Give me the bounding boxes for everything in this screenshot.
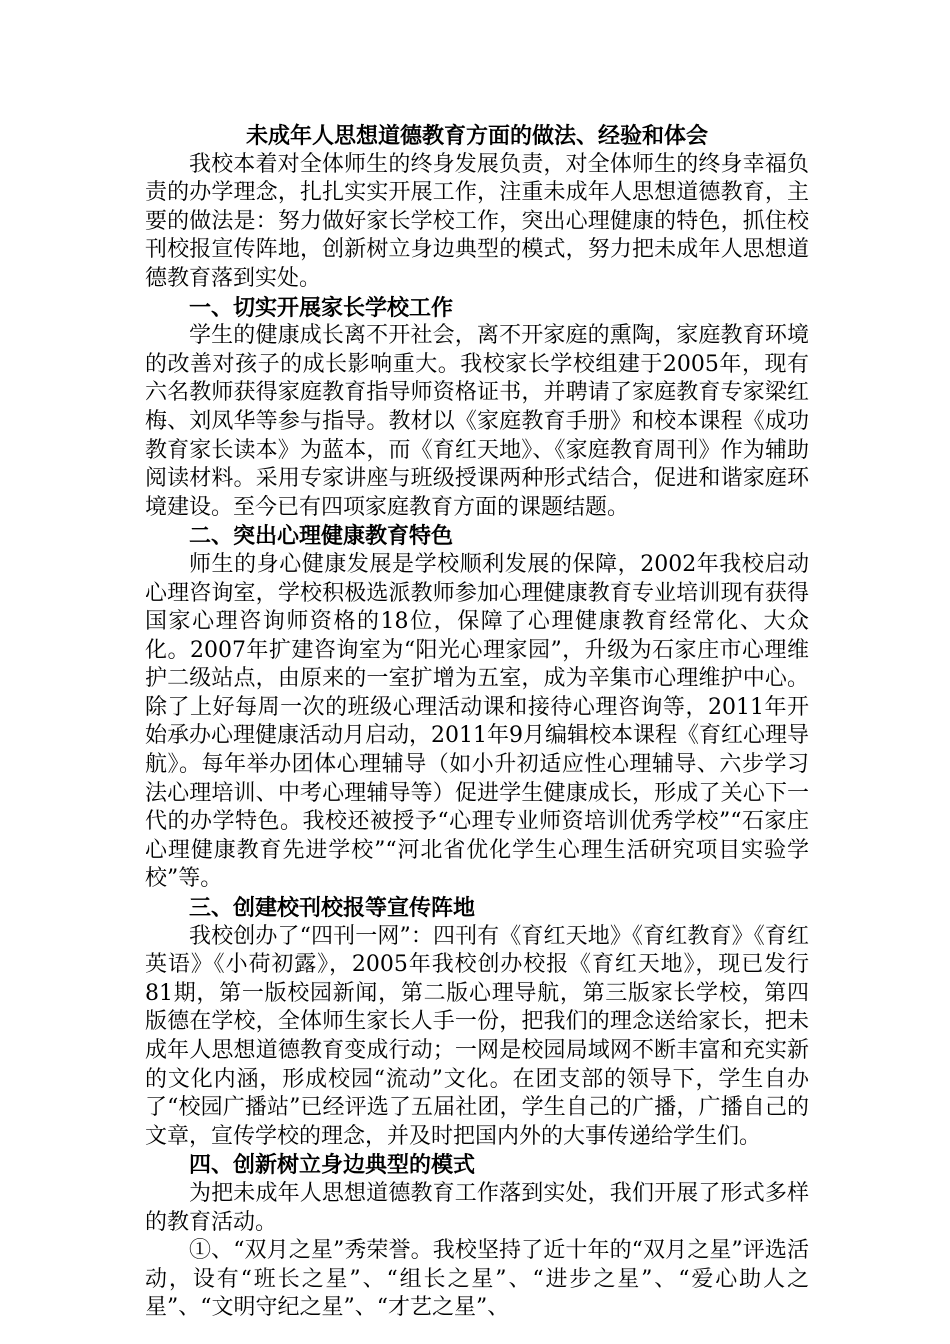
section-1-heading: 一、切实开展家长学校工作 (189, 294, 454, 321)
document-page (145, 122, 809, 1323)
section-2-paragraph: 师生的身心健康发展是学校顺利发展的保障，2002年我校启动心理咨询室，学校积极选派教师参加心理健康教育专业培训现有获得国家心理咨询师资格的18位，保障了心理健康教育经常化、大众化。2007年扩建咨询室为“阳光心理家园”，升级为石家庄市心理维护二级站点，由原来的一室扩增为五室，成为辛集市心理维护中心。除了上好每周一次的班级心理活动课和接待心理咨询等，2011年开始承办心理健康活动月启动，2011年9月编辑校本课程《育红心理导航》。每年举办团体心理辅导（如小升初适应性心理辅导、六步学习法心理培训、中考心理辅导等）促进学生健康成长，形成了关心下一代的办学特色。我校还被授予“心理专业师资培训优秀学校”“石家庄心理健康教育先进学校”“河北省优化学生心理生活研究项目实验学校”等。 (145, 551, 809, 892)
section-4-paragraph-2: ①、“双月之星”秀荣誉。我校坚持了近十年的“双月之星”评选活动，设有“班长之星”、“组长之星”、“进步之星”、“爱心助人之星”、“文明守纪之星”、“才艺之星”、 (145, 1238, 809, 1321)
section-2-heading: 二、突出心理健康教育特色 (189, 523, 454, 550)
section-1-paragraph: 学生的健康成长离不开社会，离不开家庭的熏陶，家庭教育环境的改善对孩子的成长影响重大。我校家长学校组建于2005年，现有六名教师获得家庭教育指导师资格证书，并聘请了家庭教育专家梁红梅、刘凤华等参与指导。教材以《家庭教育手册》和校本课程《成功教育家长读本》为蓝本，而《育红天地》、《家庭教育周刊》作为辅助阅读材料。采用专家讲座与班级授课两种形式结合，促进和谐家庭环境建设。至今已有四项家庭教育方面的课题结题。 (145, 323, 809, 520)
section-3-paragraph: 我校创办了“四刊一网”：四刊有《育红天地》《育红教育》《育红英语》《小荷初露》，2005年我校创办校报《育红天地》，现已发行81期，第一版校园新闻，第二版心理导航，第三版家长学校，第四版德在学校，全体师生家长人手一份，把我们的理念送给家长，把未成年人思想道德教育变成行动；一网是校园局域网不断丰富和充实新的文化内涵，形成校园“流动”文化。在团支部的领导下，学生自办了“校园广播站”已经评选了五届社团，学生自己的广播，广播自己的文章，宣传学校的理念，并及时把国内外的大事传递给学生们。 (145, 923, 809, 1149)
section-3-heading: 三、创建校刊校报等宣传阵地 (189, 895, 476, 922)
section-4-paragraph-1: 为把未成年人思想道德教育工作落到实处，我们开展了形式多样的教育活动。 (145, 1180, 809, 1235)
document-title: 未成年人思想道德教育方面的做法、经验和体会 (245, 123, 708, 149)
section-4-heading: 四、创新树立身边典型的模式 (189, 1152, 476, 1179)
intro-paragraph: 我校本着对全体师生的终身发展负责，对全体师生的终身幸福负责的办学理念，扎扎实实开展工作，注重未成年人思想道德教育，主要的做法是：努力做好家长学校工作，突出心理健康的特色，抓住校刊校报宣传阵地，创新树立身边典型的模式，努力把未成年人思想道德教育落到实处。 (145, 151, 809, 291)
